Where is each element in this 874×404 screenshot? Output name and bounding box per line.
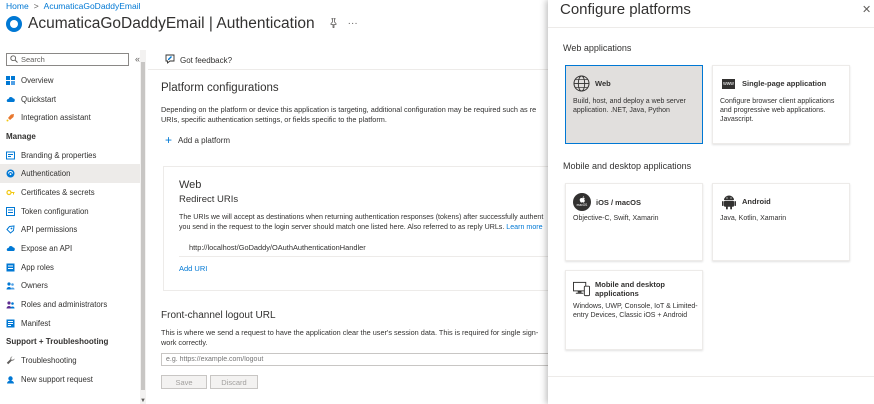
- search-icon: [10, 55, 18, 65]
- web-platform-card: [163, 166, 548, 291]
- web-applications-heading: Web applications: [563, 43, 632, 53]
- desktop-icon: [573, 281, 590, 298]
- sidebar-item-api-permissions[interactable]: [0, 221, 140, 240]
- www-icon-text: www: [723, 80, 734, 87]
- wrench-icon: [6, 356, 15, 365]
- redirect-uri-value: http://localhost/GoDaddy/OAuthAuthenticationHandler: [189, 242, 366, 252]
- sidebar-item-label: Expose an API: [21, 244, 73, 254]
- configure-platforms-panel: [548, 0, 874, 404]
- cloud-icon: [6, 95, 15, 104]
- sidebar-item-integration-assistant[interactable]: [0, 108, 140, 127]
- platform-card-name: iOS / macOS: [596, 197, 642, 207]
- save-button[interactable]: Save: [161, 375, 207, 389]
- panel-divider: [548, 27, 874, 28]
- sidebar-item-label: Overview: [21, 75, 54, 85]
- apple-icon: [573, 193, 591, 211]
- feedback-button[interactable]: [165, 54, 232, 66]
- app-logo-icon: [6, 16, 22, 32]
- platform-card-android[interactable]: [712, 183, 850, 261]
- page-header: [6, 15, 358, 33]
- owners-icon: [6, 281, 15, 290]
- sidebar-item-label: Troubleshooting: [21, 356, 77, 366]
- breadcrumb: [6, 1, 141, 11]
- platform-configurations-heading: Platform configurations: [161, 82, 279, 94]
- sidebar-item-label: API permissions: [21, 225, 78, 235]
- platform-card-name: Mobile and desktop applications: [595, 280, 666, 298]
- www-icon: [720, 75, 737, 92]
- logout-url-heading: Front-channel logout URL: [161, 310, 276, 321]
- sidebar: [0, 50, 146, 404]
- feedback-icon: [165, 54, 175, 66]
- add-uri-link[interactable]: Add URI: [179, 264, 208, 273]
- logout-url-input[interactable]: [161, 353, 548, 366]
- sidebar-item-label: Manifest: [21, 318, 51, 328]
- platform-card-ios[interactable]: [565, 183, 703, 261]
- platform-card-desc: Build, host, and deploy a web server application. .NET, Java, Python: [573, 98, 686, 114]
- platform-card-desc: Objective-C, Swift, Xamarin: [573, 215, 659, 222]
- redirect-desc-line-2: you send in the request to the login server should match one listed here. Also referred to as reply URLs.: [179, 223, 505, 231]
- platform-card-name: Single-page application: [742, 79, 827, 88]
- sidebar-item-quickstart[interactable]: [0, 90, 140, 109]
- android-icon: [720, 193, 737, 210]
- platform-card-desc: Java, Kotlin, Xamarin: [720, 215, 787, 222]
- platform-card-spa[interactable]: [712, 65, 850, 144]
- branding-icon: [6, 151, 15, 160]
- sidebar-item-label: App roles: [21, 262, 54, 272]
- sidebar-item-label: Owners: [21, 281, 48, 291]
- manifest-icon: [6, 319, 15, 328]
- platform-card-name: Web: [595, 79, 611, 88]
- scrollbar-thumb[interactable]: [141, 62, 145, 390]
- sidebar-item-roles-admins[interactable]: [0, 295, 140, 314]
- more-options-icon[interactable]: ···: [347, 17, 358, 29]
- platform-desc-line-2: URIs, specific authentication settings, or fields specific to the platform.: [161, 115, 387, 124]
- cloud-expose-icon: [6, 244, 15, 253]
- sidebar-item-label: Integration assistant: [21, 113, 91, 123]
- sidebar-item-label: Roles and administrators: [21, 300, 108, 310]
- logout-url-description: [161, 328, 548, 348]
- search-placeholder: Search: [21, 55, 45, 64]
- token-icon: [6, 207, 15, 216]
- roles-icon: [6, 263, 15, 272]
- sidebar-item-new-support-request[interactable]: [0, 370, 140, 389]
- sidebar-scrollbar[interactable]: [140, 50, 146, 404]
- pin-icon[interactable]: [329, 18, 338, 31]
- platform-description: [161, 105, 548, 125]
- sidebar-item-label: Token configuration: [21, 206, 89, 216]
- redirect-uris-heading: Redirect URIs: [179, 194, 239, 205]
- key-icon: [6, 188, 15, 197]
- sidebar-item-label: Branding & properties: [21, 150, 97, 160]
- sidebar-item-app-roles[interactable]: [0, 258, 140, 277]
- app-name: AcumaticaGoDaddyEmail: [28, 15, 205, 32]
- page-name: Authentication: [216, 15, 315, 32]
- sidebar-item-branding[interactable]: [0, 146, 140, 165]
- add-platform-button[interactable]: [165, 135, 230, 145]
- mobile-desktop-heading: Mobile and desktop applications: [563, 161, 692, 171]
- sidebar-item-certificates[interactable]: [0, 183, 140, 202]
- sidebar-item-manifest[interactable]: [0, 314, 140, 333]
- admins-icon: [6, 300, 15, 309]
- platform-desc-line-1: Depending on the platform or device this application is targeting, additional configuration may be required such as re: [161, 105, 537, 114]
- title-pipe: |: [208, 15, 213, 32]
- redirect-desc-line-1: The URIs we will accept as destinations when returning authentication responses (tokens) after successfully authent: [179, 213, 544, 221]
- sidebar-item-label: New support request: [21, 374, 93, 384]
- globe-icon: [573, 75, 590, 92]
- sidebar-item-troubleshooting[interactable]: [0, 351, 140, 370]
- sidebar-item-label: Certificates & secrets: [21, 187, 95, 197]
- search-input[interactable]: [6, 53, 129, 66]
- feedback-label: Got feedback?: [180, 55, 233, 65]
- api-icon: [6, 225, 15, 234]
- discard-button[interactable]: Discard: [210, 375, 258, 389]
- rocket-icon: [6, 113, 15, 122]
- platform-card-name: Android: [742, 197, 771, 206]
- web-card-title: Web: [179, 179, 202, 191]
- grid-icon: [6, 76, 15, 85]
- redirect-uris-description: [179, 212, 549, 232]
- platform-card-desc: Configure browser client applications and progressive web applications. Javascript.: [720, 98, 835, 123]
- breadcrumb-app-link[interactable]: AcumaticaGoDaddyEmail: [43, 1, 141, 11]
- sidebar-nav: [0, 71, 140, 389]
- sidebar-item-label: Authentication: [21, 169, 71, 179]
- sidebar-item-authentication[interactable]: [0, 164, 140, 183]
- sidebar-item-owners[interactable]: [0, 277, 140, 296]
- sidebar-item-label: Quickstart: [21, 94, 57, 104]
- sidebar-item-expose-api[interactable]: [0, 239, 140, 258]
- logout-desc-line-1: This is where we send a request to have the application clear the user's session data. This is required for single sign-: [161, 328, 539, 337]
- sidebar-item-token-configuration[interactable]: [0, 202, 140, 221]
- sidebar-section-manage: Manage: [6, 131, 36, 141]
- close-icon[interactable]: ✕: [862, 4, 872, 16]
- platform-card-desktop[interactable]: [565, 270, 703, 350]
- learn-more-link[interactable]: Learn more: [506, 223, 543, 231]
- scroll-down-icon[interactable]: ▼: [140, 398, 146, 404]
- platform-card-desc: Windows, UWP, Console, IoT & Limited-entry Devices, Classic iOS + Android: [573, 303, 698, 319]
- redirect-uri-row[interactable]: [179, 238, 549, 257]
- macos-icon-text: macOS: [576, 203, 588, 208]
- add-platform-label: Add a platform: [178, 135, 231, 145]
- panel-title: Configure platforms: [560, 1, 691, 18]
- sidebar-section-support: Support + Troubleshooting: [6, 337, 109, 347]
- breadcrumb-home-link[interactable]: Home: [6, 1, 29, 11]
- sidebar-item-overview[interactable]: [0, 71, 140, 90]
- auth-icon: [6, 169, 15, 178]
- logout-desc-line-2: work correctly.: [161, 338, 208, 347]
- panel-footer-divider: [548, 376, 874, 377]
- support-icon: [6, 375, 15, 384]
- platform-card-web[interactable]: [565, 65, 703, 144]
- command-bar-divider: [148, 69, 548, 70]
- breadcrumb-separator: >: [33, 1, 39, 11]
- page-title: [28, 15, 315, 33]
- collapse-sidebar-icon[interactable]: «: [135, 54, 141, 64]
- plus-icon: +: [165, 133, 173, 147]
